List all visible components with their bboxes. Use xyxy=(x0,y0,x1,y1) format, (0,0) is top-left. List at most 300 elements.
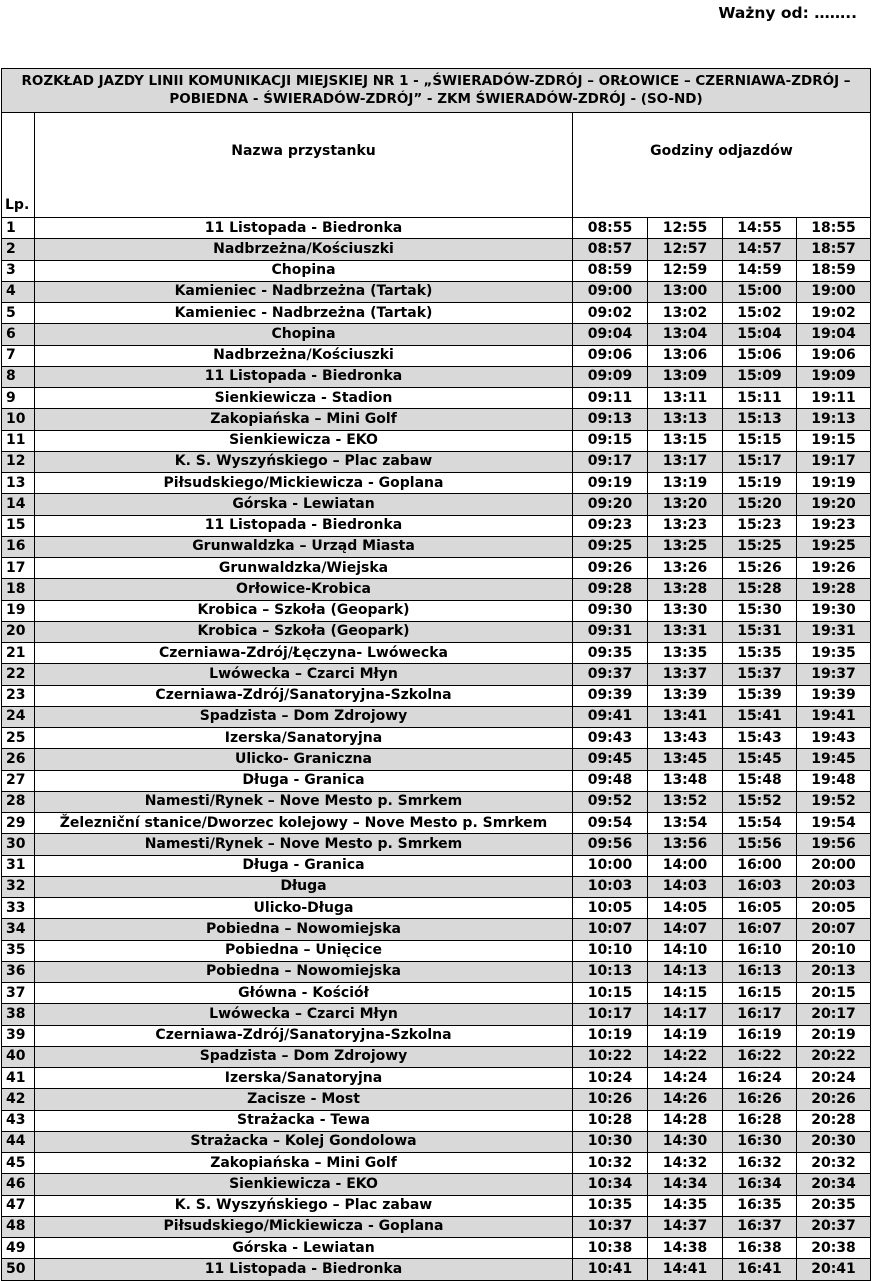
table-row xyxy=(2,324,871,345)
table-row xyxy=(2,494,871,515)
departure-time: 14:35 xyxy=(648,1195,723,1216)
row-number: 41 xyxy=(2,1068,35,1089)
departure-time: 09:43 xyxy=(573,728,648,749)
row-number: 29 xyxy=(2,813,35,834)
departure-time: 12:57 xyxy=(648,239,723,260)
departure-time: 20:15 xyxy=(797,983,871,1004)
table-row xyxy=(2,1025,871,1046)
stop-name: Długa - Granica xyxy=(35,770,573,791)
stop-name: Strażacka – Kolej Gondolowa xyxy=(35,1131,573,1152)
stop-name: Nadbrzeżna/Kościuszki xyxy=(35,345,573,366)
stop-name: Piłsudskiego/Mickiewicza - Goplana xyxy=(35,1216,573,1237)
table-row xyxy=(2,281,871,302)
row-number: 5 xyxy=(2,303,35,324)
departure-time: 13:11 xyxy=(648,388,723,409)
stop-name: Zakopiańska – Mini Golf xyxy=(35,409,573,430)
departure-time: 19:35 xyxy=(797,643,871,664)
departure-time: 10:24 xyxy=(573,1068,648,1089)
departure-time: 18:59 xyxy=(797,260,871,281)
departure-time: 19:15 xyxy=(797,430,871,451)
departure-time: 14:22 xyxy=(648,1046,723,1067)
departure-time: 15:31 xyxy=(723,621,797,642)
departure-time: 10:22 xyxy=(573,1046,648,1067)
departure-time: 14:41 xyxy=(648,1259,723,1280)
timetable-title: ROZKŁAD JAZDY LINII KOMUNIKACJI MIEJSKIEJ NR 1 - „ŚWIERADÓW-ZDRÓJ – ORŁOWICE – CZERNIAWA-ZDRÓJ – POBIEDNA - ŚWIERADÓW-ZDRÓJ” - ZKM ŚWIERADÓW-ZDRÓJ - (SO-ND) xyxy=(2,69,871,113)
stop-name: Czerniawa-Zdrój/Sanatoryjna-Szkolna xyxy=(35,685,573,706)
departure-time: 16:03 xyxy=(723,876,797,897)
departure-time: 14:37 xyxy=(648,1216,723,1237)
departure-time: 13:25 xyxy=(648,536,723,557)
departure-time: 15:09 xyxy=(723,366,797,387)
departure-time: 13:30 xyxy=(648,600,723,621)
departure-time: 13:06 xyxy=(648,345,723,366)
departure-time: 15:19 xyxy=(723,473,797,494)
departure-time: 19:26 xyxy=(797,558,871,579)
departure-time: 09:26 xyxy=(573,558,648,579)
departure-time: 20:10 xyxy=(797,940,871,961)
departure-time: 13:19 xyxy=(648,473,723,494)
departure-time: 15:23 xyxy=(723,515,797,536)
departure-time: 10:13 xyxy=(573,961,648,982)
table-row xyxy=(2,1068,871,1089)
table-row xyxy=(2,919,871,940)
departure-time: 13:23 xyxy=(648,515,723,536)
departure-time: 16:35 xyxy=(723,1195,797,1216)
row-number: 4 xyxy=(2,281,35,302)
stop-name: 11 Listopada - Biedronka xyxy=(35,515,573,536)
departure-time: 15:26 xyxy=(723,558,797,579)
departure-time: 19:28 xyxy=(797,579,871,600)
departure-time: 09:13 xyxy=(573,409,648,430)
row-number: 33 xyxy=(2,898,35,919)
departure-time: 10:28 xyxy=(573,1110,648,1131)
departure-time: 09:52 xyxy=(573,791,648,812)
table-row xyxy=(2,473,871,494)
departure-time: 20:41 xyxy=(797,1259,871,1280)
row-number: 35 xyxy=(2,940,35,961)
departure-time: 14:19 xyxy=(648,1025,723,1046)
row-number: 31 xyxy=(2,855,35,876)
stop-name: Sienkiewicza - Stadion xyxy=(35,388,573,409)
valid-from-label: Ważny od: …….. xyxy=(718,4,857,22)
departure-time: 16:24 xyxy=(723,1068,797,1089)
departure-time: 14:24 xyxy=(648,1068,723,1089)
table-row xyxy=(2,579,871,600)
departure-time: 15:04 xyxy=(723,324,797,345)
departure-time: 09:23 xyxy=(573,515,648,536)
departure-time: 16:26 xyxy=(723,1089,797,1110)
departure-time: 13:41 xyxy=(648,706,723,727)
departure-time: 16:38 xyxy=(723,1238,797,1259)
departure-time: 19:19 xyxy=(797,473,871,494)
table-row xyxy=(2,1131,871,1152)
stop-name: Krobica – Szkoła (Geopark) xyxy=(35,621,573,642)
departure-time: 15:25 xyxy=(723,536,797,557)
stop-name: Pobiedna – Unięcice xyxy=(35,940,573,961)
table-row xyxy=(2,876,871,897)
row-number: 3 xyxy=(2,260,35,281)
departure-time: 10:07 xyxy=(573,919,648,940)
stop-name: Izerska/Sanatoryjna xyxy=(35,1068,573,1089)
stop-name: Długa xyxy=(35,876,573,897)
stop-name: Namesti/Rynek – Nove Mesto p. Smrkem xyxy=(35,834,573,855)
departure-time: 15:52 xyxy=(723,791,797,812)
departure-time: 08:55 xyxy=(573,218,648,239)
stop-name: Lwówecka – Czarci Młyn xyxy=(35,1004,573,1025)
departure-time: 19:11 xyxy=(797,388,871,409)
table-row xyxy=(2,451,871,472)
stop-name: 11 Listopada - Biedronka xyxy=(35,366,573,387)
row-number: 16 xyxy=(2,536,35,557)
departure-time: 20:03 xyxy=(797,876,871,897)
departure-time: 09:48 xyxy=(573,770,648,791)
departure-time: 16:32 xyxy=(723,1153,797,1174)
stop-name: Izerska/Sanatoryjna xyxy=(35,728,573,749)
table-row xyxy=(2,239,871,260)
departure-time: 13:09 xyxy=(648,366,723,387)
departure-time: 09:17 xyxy=(573,451,648,472)
departure-time: 09:30 xyxy=(573,600,648,621)
table-row xyxy=(2,685,871,706)
departure-time: 20:17 xyxy=(797,1004,871,1025)
row-number: 8 xyxy=(2,366,35,387)
departure-time: 13:26 xyxy=(648,558,723,579)
row-number: 20 xyxy=(2,621,35,642)
row-number: 45 xyxy=(2,1153,35,1174)
departure-time: 10:41 xyxy=(573,1259,648,1280)
departure-time: 14:07 xyxy=(648,919,723,940)
departure-time: 19:17 xyxy=(797,451,871,472)
departure-time: 19:25 xyxy=(797,536,871,557)
stop-name: Czerniawa-Zdrój/Łęczyna- Lwówecka xyxy=(35,643,573,664)
departure-time: 16:13 xyxy=(723,961,797,982)
departure-time: 15:48 xyxy=(723,770,797,791)
departure-time: 10:37 xyxy=(573,1216,648,1237)
departure-time: 20:38 xyxy=(797,1238,871,1259)
table-row xyxy=(2,834,871,855)
row-number: 1 xyxy=(2,218,35,239)
departure-time: 10:35 xyxy=(573,1195,648,1216)
row-number: 26 xyxy=(2,749,35,770)
row-number: 23 xyxy=(2,685,35,706)
stop-name: Spadzista – Dom Zdrojowy xyxy=(35,1046,573,1067)
departure-time: 20:37 xyxy=(797,1216,871,1237)
departure-time: 19:54 xyxy=(797,813,871,834)
departure-time: 09:20 xyxy=(573,494,648,515)
departure-time: 19:09 xyxy=(797,366,871,387)
row-number: 14 xyxy=(2,494,35,515)
departure-time: 16:30 xyxy=(723,1131,797,1152)
departure-time: 14:34 xyxy=(648,1174,723,1195)
departure-time: 19:30 xyxy=(797,600,871,621)
departure-time: 09:37 xyxy=(573,664,648,685)
stop-name: Sienkiewicza - EKO xyxy=(35,1174,573,1195)
stop-name: Spadzista – Dom Zdrojowy xyxy=(35,706,573,727)
departure-time: 10:10 xyxy=(573,940,648,961)
header-stop-name: Nazwa przystanku xyxy=(35,113,573,218)
departure-time: 15:02 xyxy=(723,303,797,324)
row-number: 30 xyxy=(2,834,35,855)
departure-time: 15:13 xyxy=(723,409,797,430)
table-row xyxy=(2,1110,871,1131)
table-row xyxy=(2,898,871,919)
departure-time: 10:32 xyxy=(573,1153,648,1174)
row-number: 28 xyxy=(2,791,35,812)
stop-name: Lwówecka – Czarci Młyn xyxy=(35,664,573,685)
header-departure-times: Godziny odjazdów xyxy=(573,113,871,218)
departure-time: 09:19 xyxy=(573,473,648,494)
departure-time: 10:26 xyxy=(573,1089,648,1110)
departure-time: 09:39 xyxy=(573,685,648,706)
departure-time: 20:22 xyxy=(797,1046,871,1067)
departure-time: 13:56 xyxy=(648,834,723,855)
table-row xyxy=(2,1238,871,1259)
departure-time: 20:32 xyxy=(797,1153,871,1174)
stop-name: Piłsudskiego/Mickiewicza - Goplana xyxy=(35,473,573,494)
departure-time: 19:39 xyxy=(797,685,871,706)
departure-time: 10:17 xyxy=(573,1004,648,1025)
row-number: 15 xyxy=(2,515,35,536)
table-row xyxy=(2,536,871,557)
departure-time: 15:54 xyxy=(723,813,797,834)
departure-time: 15:37 xyxy=(723,664,797,685)
row-number: 21 xyxy=(2,643,35,664)
stop-name: Górska - Lewiatan xyxy=(35,494,573,515)
row-number: 13 xyxy=(2,473,35,494)
departure-time: 19:31 xyxy=(797,621,871,642)
departure-time: 19:04 xyxy=(797,324,871,345)
departure-time: 20:35 xyxy=(797,1195,871,1216)
stop-name: Ulicko-Długa xyxy=(35,898,573,919)
departure-time: 15:56 xyxy=(723,834,797,855)
row-number: 7 xyxy=(2,345,35,366)
departure-time: 13:02 xyxy=(648,303,723,324)
departure-time: 15:45 xyxy=(723,749,797,770)
table-row xyxy=(2,813,871,834)
stop-name: Orłowice-Krobica xyxy=(35,579,573,600)
departure-time: 19:13 xyxy=(797,409,871,430)
row-number: 22 xyxy=(2,664,35,685)
departure-time: 15:06 xyxy=(723,345,797,366)
departure-time: 13:52 xyxy=(648,791,723,812)
departure-time: 14:57 xyxy=(723,239,797,260)
table-row xyxy=(2,1216,871,1237)
departure-time: 14:13 xyxy=(648,961,723,982)
departure-time: 15:28 xyxy=(723,579,797,600)
departure-time: 08:57 xyxy=(573,239,648,260)
departure-time: 18:57 xyxy=(797,239,871,260)
table-row xyxy=(2,600,871,621)
departure-time: 13:35 xyxy=(648,643,723,664)
timetable xyxy=(1,68,871,1281)
departure-time: 14:30 xyxy=(648,1131,723,1152)
stop-name: Grunwaldzka/Wiejska xyxy=(35,558,573,579)
departure-time: 12:59 xyxy=(648,260,723,281)
departure-time: 16:34 xyxy=(723,1174,797,1195)
row-number: 44 xyxy=(2,1131,35,1152)
departure-time: 09:04 xyxy=(573,324,648,345)
departure-time: 14:00 xyxy=(648,855,723,876)
departure-time: 20:07 xyxy=(797,919,871,940)
departure-time: 13:20 xyxy=(648,494,723,515)
stop-name: Główna - Kościół xyxy=(35,983,573,1004)
departure-time: 14:10 xyxy=(648,940,723,961)
departure-time: 16:22 xyxy=(723,1046,797,1067)
departure-time: 15:35 xyxy=(723,643,797,664)
departure-time: 20:26 xyxy=(797,1089,871,1110)
row-number: 49 xyxy=(2,1238,35,1259)
table-row xyxy=(2,1004,871,1025)
departure-time: 16:28 xyxy=(723,1110,797,1131)
departure-time: 20:34 xyxy=(797,1174,871,1195)
departure-time: 09:56 xyxy=(573,834,648,855)
departure-time: 19:45 xyxy=(797,749,871,770)
stop-name: Sienkiewicza - EKO xyxy=(35,430,573,451)
departure-time: 14:32 xyxy=(648,1153,723,1174)
table-row xyxy=(2,388,871,409)
departure-time: 09:25 xyxy=(573,536,648,557)
departure-time: 09:41 xyxy=(573,706,648,727)
row-number: 32 xyxy=(2,876,35,897)
table-row xyxy=(2,770,871,791)
departure-time: 10:34 xyxy=(573,1174,648,1195)
departure-time: 09:45 xyxy=(573,749,648,770)
row-number: 42 xyxy=(2,1089,35,1110)
table-row xyxy=(2,366,871,387)
departure-time: 15:41 xyxy=(723,706,797,727)
stop-name: Pobiedna – Nowomiejska xyxy=(35,919,573,940)
table-row xyxy=(2,1259,871,1280)
row-number: 11 xyxy=(2,430,35,451)
table-row xyxy=(2,643,871,664)
row-number: 18 xyxy=(2,579,35,600)
stop-name: Zakopiańska – Mini Golf xyxy=(35,1153,573,1174)
row-number: 27 xyxy=(2,770,35,791)
departure-time: 16:05 xyxy=(723,898,797,919)
departure-time: 15:11 xyxy=(723,388,797,409)
row-number: 39 xyxy=(2,1025,35,1046)
row-number: 9 xyxy=(2,388,35,409)
row-number: 46 xyxy=(2,1174,35,1195)
departure-time: 13:45 xyxy=(648,749,723,770)
departure-time: 13:17 xyxy=(648,451,723,472)
departure-time: 10:19 xyxy=(573,1025,648,1046)
table-row xyxy=(2,1153,871,1174)
table-row xyxy=(2,749,871,770)
table-row xyxy=(2,621,871,642)
stop-name: 11 Listopada - Biedronka xyxy=(35,218,573,239)
departure-time: 08:59 xyxy=(573,260,648,281)
departure-time: 19:43 xyxy=(797,728,871,749)
stop-name: Ulicko- Graniczna xyxy=(35,749,573,770)
table-row xyxy=(2,1046,871,1067)
table-row xyxy=(2,940,871,961)
departure-time: 19:52 xyxy=(797,791,871,812)
departure-time: 16:17 xyxy=(723,1004,797,1025)
stop-name: Grunwaldzka – Urząd Miasta xyxy=(35,536,573,557)
departure-time: 19:37 xyxy=(797,664,871,685)
stop-name: Chopina xyxy=(35,260,573,281)
departure-time: 13:13 xyxy=(648,409,723,430)
row-number: 10 xyxy=(2,409,35,430)
departure-time: 13:54 xyxy=(648,813,723,834)
departure-time: 10:05 xyxy=(573,898,648,919)
departure-time: 09:15 xyxy=(573,430,648,451)
table-row xyxy=(2,728,871,749)
row-number: 34 xyxy=(2,919,35,940)
table-row xyxy=(2,430,871,451)
departure-time: 09:31 xyxy=(573,621,648,642)
stop-name: Zacisze - Most xyxy=(35,1089,573,1110)
departure-time: 15:20 xyxy=(723,494,797,515)
table-row xyxy=(2,1174,871,1195)
departure-time: 20:24 xyxy=(797,1068,871,1089)
departure-time: 16:10 xyxy=(723,940,797,961)
departure-time: 14:26 xyxy=(648,1089,723,1110)
departure-time: 09:00 xyxy=(573,281,648,302)
row-number: 36 xyxy=(2,961,35,982)
stop-name: Czerniawa-Zdrój/Sanatoryjna-Szkolna xyxy=(35,1025,573,1046)
stop-name: Kamieniec - Nadbrzeżna (Tartak) xyxy=(35,303,573,324)
stop-name: Železniční stanice/Dworzec kolejowy – Nove Mesto p. Smrkem xyxy=(35,813,573,834)
row-number: 38 xyxy=(2,1004,35,1025)
departure-time: 16:19 xyxy=(723,1025,797,1046)
row-number: 25 xyxy=(2,728,35,749)
departure-time: 20:19 xyxy=(797,1025,871,1046)
departure-time: 16:37 xyxy=(723,1216,797,1237)
departure-time: 18:55 xyxy=(797,218,871,239)
header-lp: Lp. xyxy=(2,113,35,218)
departure-time: 13:00 xyxy=(648,281,723,302)
table-row xyxy=(2,983,871,1004)
row-number: 17 xyxy=(2,558,35,579)
table-row xyxy=(2,791,871,812)
departure-time: 10:38 xyxy=(573,1238,648,1259)
table-row xyxy=(2,961,871,982)
departure-time: 14:17 xyxy=(648,1004,723,1025)
row-number: 12 xyxy=(2,451,35,472)
departure-time: 14:05 xyxy=(648,898,723,919)
table-row xyxy=(2,855,871,876)
departure-time: 13:28 xyxy=(648,579,723,600)
departure-time: 15:15 xyxy=(723,430,797,451)
departure-time: 14:28 xyxy=(648,1110,723,1131)
departure-time: 10:15 xyxy=(573,983,648,1004)
row-number: 48 xyxy=(2,1216,35,1237)
row-number: 6 xyxy=(2,324,35,345)
stop-name: Długa - Granica xyxy=(35,855,573,876)
departure-time: 09:54 xyxy=(573,813,648,834)
departure-time: 13:31 xyxy=(648,621,723,642)
row-number: 19 xyxy=(2,600,35,621)
departure-time: 19:41 xyxy=(797,706,871,727)
stop-name: 11 Listopada - Biedronka xyxy=(35,1259,573,1280)
table-row xyxy=(2,260,871,281)
departure-time: 16:41 xyxy=(723,1259,797,1280)
table-row xyxy=(2,345,871,366)
departure-time: 20:28 xyxy=(797,1110,871,1131)
departure-time: 19:56 xyxy=(797,834,871,855)
departure-time: 13:48 xyxy=(648,770,723,791)
row-number: 24 xyxy=(2,706,35,727)
departure-time: 14:15 xyxy=(648,983,723,1004)
table-row xyxy=(2,706,871,727)
row-number: 40 xyxy=(2,1046,35,1067)
departure-time: 12:55 xyxy=(648,218,723,239)
departure-time: 20:05 xyxy=(797,898,871,919)
departure-time: 14:59 xyxy=(723,260,797,281)
stop-name: Pobiedna – Nowomiejska xyxy=(35,961,573,982)
